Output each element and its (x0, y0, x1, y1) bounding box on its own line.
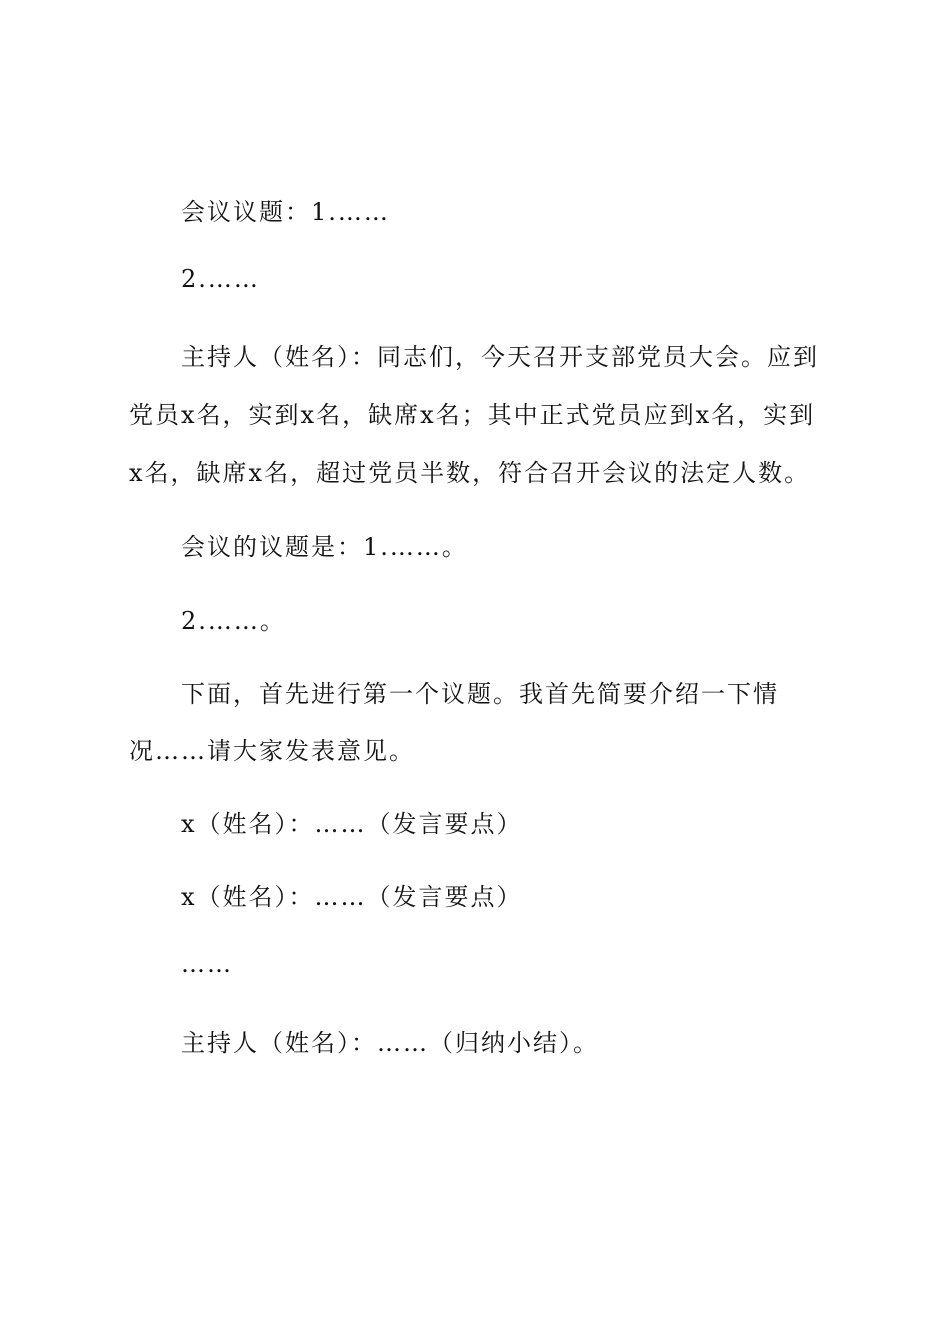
agenda-item-2: 2.…… (181, 265, 260, 293)
host-opening-line-2: 党员x名，实到x名，缺席x名；其中正式党员应到x名，实到 (129, 401, 816, 429)
host-opening-line-3: x名，缺席x名，超过党员半数，符合召开会议的法定人数。 (129, 459, 811, 487)
host-summary: 主持人（姓名）：……（归纳小结）。 (181, 1029, 599, 1057)
speaker-1: x（姓名）：……（发言要点） (181, 810, 523, 838)
speaker-2: x（姓名）：……（发言要点） (181, 883, 523, 911)
meeting-topics-line: 会议的议题是：1.……。 (181, 533, 468, 561)
first-topic-line-1: 下面，首先进行第一个议题。我首先简要介绍一下情 (181, 680, 779, 708)
ellipsis-line: …… (181, 950, 233, 978)
meeting-topic-2: 2.……。 (181, 607, 286, 635)
host-opening-line-1: 主持人（姓名）：同志们，今天召开支部党员大会。应到 (181, 343, 819, 371)
agenda-heading: 会议议题：1.…… (181, 198, 390, 226)
first-topic-line-2: 况……请大家发表意见。 (129, 737, 415, 765)
